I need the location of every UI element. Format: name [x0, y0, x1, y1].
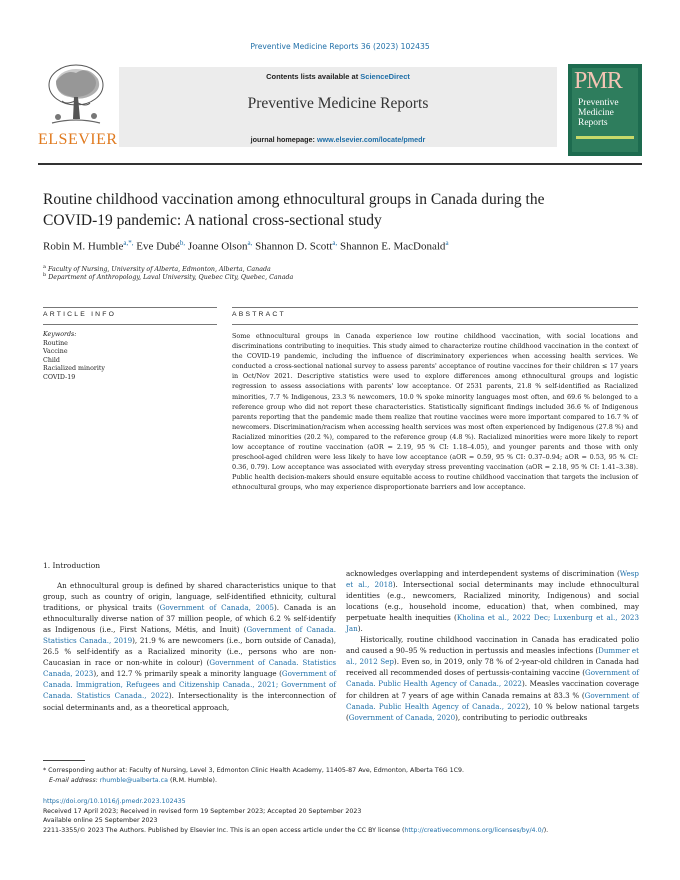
elsevier-tree-icon — [46, 61, 106, 129]
masthead-divider — [38, 163, 642, 165]
citation-link[interactable]: Government of Canada. Public Health Agency of Canada., 2022 — [346, 668, 640, 689]
email-suffix: (R.M. Humble). — [167, 776, 217, 784]
homepage-prefix: journal homepage: — [250, 135, 317, 144]
citation-link[interactable]: Kholina et al., 2022 Dec; Luxenburg et al., 2023 Jan — [346, 613, 639, 634]
email-link[interactable]: rhumble@ualberta.ca — [99, 776, 168, 784]
author-affiliation-marker[interactable]: a, — [247, 239, 253, 247]
author-name[interactable]: Joanne Olson — [187, 240, 248, 253]
article-info-rule-bottom — [43, 324, 217, 325]
body-text: acknowledges overlapping and interdependent systems of discrimination ( — [346, 569, 620, 578]
body-text: ), and 12.7 % primarily speak a minority language ( — [93, 669, 282, 679]
body-text: ), 21.9 % are newcomers (i.e., born outside of Canada), 26.5 % self-identify as a Racialized minority (i.e., persons who are non-Caucasian in race or non-white in colour) ( — [43, 636, 337, 668]
keyword: Vaccine — [43, 348, 68, 356]
abstract-rule — [232, 307, 638, 308]
publisher-name: ELSEVIER — [38, 131, 118, 148]
author-name[interactable]: Shannon D. Scott — [255, 240, 333, 253]
contents-prefix: Contents lists available at — [266, 72, 361, 81]
citation-link[interactable]: Wesp et al., 2018 — [346, 569, 639, 590]
journal-header-box — [119, 67, 557, 147]
citation-link[interactable]: Government of Canada, 2020 — [348, 712, 456, 722]
author-affiliation-marker[interactable]: a — [445, 239, 449, 247]
license-line — [43, 826, 643, 836]
article-title: Routine childhood vaccination among ethnocultural groups in Canada during the COVID-19 pandemic: A national cross-sectional study — [43, 191, 545, 229]
cover-accent-bar — [576, 136, 634, 139]
affiliation-b — [43, 272, 293, 281]
body-text: ). Intersectionality is the interconnection of social determinants and, as a theoretical approach, — [43, 691, 336, 712]
cover-journal-name: Preventive Medicine Reports — [578, 98, 619, 128]
corresponding-author-note: * Corresponding author at: Faculty of Nursing, Level 3, Edmonton Clinic Health Academy, 11405-87 Ave, Edmonton, Alberta T6G 1C9. — [43, 767, 464, 774]
body-text: ). Canada is an ethnoculturally diverse nation of 37 million people, of which 6.2 % self-identify as Indigenous (i.e., First Nations, Métis, and Inuit) ( — [43, 603, 336, 635]
body-text: ). Measles vaccination coverage for children at 7 years of age within Canada remains at 83.3 % ( — [346, 679, 639, 700]
footnote — [43, 766, 643, 786]
cover-logo: PMR — [574, 68, 622, 94]
email-line — [43, 776, 643, 786]
intro-paragraph — [346, 634, 639, 722]
citation-link[interactable]: Government of Canada. Statistics Canada, 2023 — [43, 658, 336, 679]
affiliation-text: Faculty of Nursing, University of Alberta, Edmonton, Alberta, Canada — [48, 266, 271, 274]
elsevier-logo — [38, 61, 118, 153]
received-dates: Received 17 April 2023; Received in revised form 19 September 2023; Accepted 20 September 2023 — [43, 807, 362, 815]
homepage-link[interactable]: www.elsevier.com/locate/pmedr — [316, 135, 426, 144]
keyword: COVID-19 — [43, 373, 76, 381]
author-list — [43, 239, 603, 253]
author-name[interactable]: Shannon E. MacDonald — [340, 240, 446, 253]
email-label: E-mail address: — [49, 776, 100, 784]
doi-block — [43, 797, 643, 835]
license-link[interactable]: http://creativecommons.org/licenses/by/4.0/ — [404, 826, 544, 834]
citation-link[interactable]: Government of Canada. Public Health Agency of Canada., 2022 — [346, 690, 640, 711]
keywords-label: Keywords: — [43, 331, 77, 338]
contents-line — [119, 72, 557, 81]
journal-cover[interactable] — [568, 64, 642, 156]
license-prefix: 2211-3355/© 2023 The Authors. Published by Elsevier Inc. This is an open access article under the CC BY license ( — [43, 826, 405, 834]
homepage-line — [119, 135, 557, 144]
cover-panel — [572, 68, 638, 152]
keyword: Racialized minority — [43, 365, 105, 373]
citation-link[interactable]: Dummer et al., 2012 Sep — [346, 646, 639, 667]
abstract-rule-bottom — [232, 324, 638, 325]
keyword: Routine — [43, 339, 68, 347]
body-column-left — [43, 580, 336, 713]
author-name[interactable]: Eve Dubé — [136, 240, 180, 253]
article-info-heading: ARTICLE INFO — [43, 311, 117, 318]
journal-title: Preventive Medicine Reports — [247, 95, 429, 112]
citation-link[interactable]: Government of Canada, 2005 — [159, 603, 274, 613]
body-text: ). Intersectional social determinants may include ethnocultural identities (e.g., newcomers, Racialized minority, Indigenous) and social locations (e.g., household income, education) that, when combined, may perpetuate health inequities ( — [346, 580, 639, 623]
article-info-rule — [43, 307, 217, 308]
affiliation-marker: b — [43, 272, 47, 278]
author-affiliation-marker[interactable]: a, — [332, 239, 338, 247]
body-text: An ethnocultural group is defined by shared characteristics unique to that group, such as country of origin, language, self-identified ethnicity, cultural traditions, or physical traits ( — [43, 581, 336, 613]
sciencedirect-link[interactable]: ScienceDirect — [360, 72, 410, 81]
keyword: Child — [43, 356, 60, 364]
author-name[interactable]: Robin M. Humble — [43, 240, 124, 253]
abstract-heading: ABSTRACT — [232, 311, 286, 318]
online-date: Available online 25 September 2023 — [43, 817, 158, 825]
doi-link[interactable]: https://doi.org/10.1016/j.pmedr.2023.102435 — [43, 798, 186, 805]
intro-paragraph — [346, 568, 639, 634]
body-text: ), contributing to periodic outbreaks — [455, 712, 588, 722]
body-text: ), 10 % below national targets ( — [346, 701, 639, 722]
journal-reference[interactable]: Preventive Medicine Reports 36 (2023) 102435 — [250, 42, 430, 51]
citation-link[interactable]: Government of Canada. Statistics Canada., 2019 — [43, 625, 336, 646]
license-suffix: ). — [543, 826, 549, 834]
author-affiliation-marker[interactable]: a,*, — [123, 239, 134, 247]
keywords-block — [43, 331, 183, 383]
affiliation-marker: a — [43, 264, 46, 270]
body-text: Historically, routine childhood vaccination in Canada has eradicated polio and caused a 90–95 % reduction in pertussis and measles infections ( — [346, 635, 639, 656]
masthead — [38, 61, 642, 159]
footnote-rule — [43, 760, 85, 761]
author-affiliation-marker[interactable]: b, — [179, 239, 186, 247]
body-column-right — [346, 568, 639, 723]
body-text: ). — [357, 624, 363, 634]
intro-heading: 1. Introduction — [43, 561, 101, 570]
intro-paragraph — [43, 580, 336, 713]
abstract-text: Some ethnocultural groups in Canada experience low routine childhood vaccination, with social locations and discriminations contributing to inequities. This study aimed to characterize routine childhood vaccination in the context of the COVID-19 pandemic, including the influence of discriminatory experiences when accessing health services. We conducted a cross-sectional national survey to assess parents' acceptance of routine vaccines for their children ≤ 17 years in Oct/Nov 2021. Descriptive statistics were used to explore differences among ethnocultural groups and logistic regression to assess associations with parents' low acceptance. Of 2531 parents, 21.8 % self-identified as Racialized minorities, 7.7 % Indigenous, 23.3 % newcomers, 10.0 % spoke minority languages most often, and 69.6 % belonged to a reference group who did not report these characteristics. Statistically significant findings included 36.6 % of Indigenous parents reporting that the pandemic made them realize that routine vaccines were more important compared to 16.7 % of newcomers. Discrimination/racism when accessing health services was most often experienced by Indigenous (27.8 %) and Racialized minorities (20.2 %), compared to the reference group (4.8 %). Racialized minorities were more likely to report low acceptance of routine vaccination (aOR = 2.19, 95 % CI: 1.18–4.05), and younger parents and those with only preschool-aged children were less likely to have low acceptance (aOR = 0.59, 95 % CI: 0.37–0.94; aOR = 0.53, 95 % CI: 0.36, 0.79). Low acceptance was associated with everyday stress preventing vaccination (aOR = 2.18, 95 % CI: 1.41–3.38). Public health decision-makers should ensure equitable access to routine childhood vaccination that targets the inclusion of ethnocultural groups, who may experience disproportionate barriers and low acceptance. — [232, 332, 638, 492]
affiliation-text: Department of Anthropology, Laval University, Quebec City, Quebec, Canada — [48, 274, 294, 282]
body-text: ). Even so, in 2019, only 78 % of 2-year-old children in Canada had received all recommended doses of pertussis-containing vaccine ( — [346, 657, 639, 678]
citation-link[interactable]: Government of Canada. Immigration, Refugees and Citizenship Canada., 2021; Government of Canada. Statistics Canada., 2022 — [43, 669, 337, 701]
